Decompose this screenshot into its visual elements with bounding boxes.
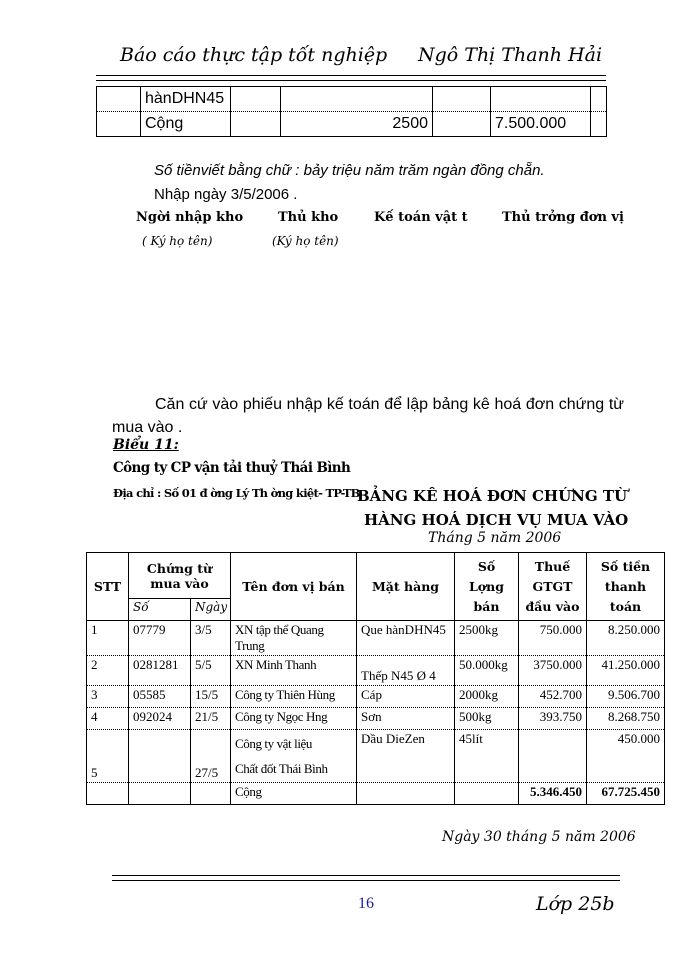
- cell: 2500: [281, 112, 433, 137]
- table-row: [87, 708, 665, 730]
- header-item: Mặt hàng: [357, 553, 455, 621]
- seller-line-1: Công ty vật liệu: [235, 736, 313, 751]
- cell-vat: 750.000: [519, 621, 587, 656]
- cell-seller: XN tập thể Quang Trung: [231, 621, 357, 656]
- cell-seller: [231, 730, 357, 783]
- cell-seller: XN Minh Thanh: [231, 656, 357, 686]
- cell: [357, 783, 455, 805]
- header-rule: [96, 75, 606, 76]
- cell: [281, 87, 433, 112]
- cell: [433, 112, 491, 137]
- total-amount: 67.725.450: [587, 783, 665, 805]
- header-qty: Số Lợng bán: [455, 553, 519, 621]
- cell-date: 3/5: [191, 621, 231, 656]
- report-title-1: BẢNG KÊ HOÁ ĐƠN CHỨNG TỪ: [357, 487, 628, 505]
- sig-accountant: Kế toán vật t: [374, 210, 468, 225]
- sig-hint-1: ( Ký họ tên): [142, 234, 213, 248]
- cell: 7.500.000: [491, 112, 591, 137]
- table-row: [97, 112, 607, 137]
- table-row: [87, 621, 665, 656]
- cell-no: 07779: [129, 621, 191, 656]
- header-voucher: Chứng từ mua vào: [129, 553, 231, 599]
- cell-vat: 3750.000: [519, 656, 587, 686]
- cell: [433, 87, 491, 112]
- cell-item: Cáp: [357, 686, 455, 708]
- cell-qty: 45lít: [455, 730, 519, 783]
- header-seller: Tên đơn vị bán: [231, 553, 357, 621]
- header-stt: STT: [87, 553, 129, 621]
- cell-date: 21/5: [191, 708, 231, 730]
- sig-storekeeper: Thủ kho: [278, 210, 339, 225]
- table-row: [97, 87, 607, 112]
- page-number: 16: [358, 895, 374, 912]
- cell-qty: 2500kg: [455, 621, 519, 656]
- purchase-invoice-table: [86, 552, 665, 805]
- cell: Cộng: [141, 112, 231, 137]
- cell-no: 092024: [129, 708, 191, 730]
- cell: [129, 783, 191, 805]
- sig-hint-2: (Ký họ tên): [272, 234, 339, 248]
- class-label: Lớp 25b: [536, 893, 615, 915]
- report-month: Tháng 5 năm 2006: [428, 530, 562, 546]
- sig-head: Thủ trởng đơn vị: [502, 210, 624, 225]
- cell: [87, 783, 129, 805]
- sig-importer: Ngời nhập kho: [136, 210, 244, 225]
- table-row-total: [87, 783, 665, 805]
- cell-stt: 5: [87, 730, 129, 783]
- cell: hànDHN45: [141, 87, 231, 112]
- cell-date: 15/5: [191, 686, 231, 708]
- form-label: Biểu 11:: [113, 437, 179, 453]
- header-left: Báo cáo thực tập tốt nghiệp: [120, 44, 388, 66]
- import-date: Nhập ngày 3/5/2006 .: [154, 186, 298, 203]
- cell-seller: Công ty Thiên Hùng: [231, 686, 357, 708]
- table-row: [87, 686, 665, 708]
- company-name: Công ty CP vận tải thuỷ Thái Bình: [113, 460, 351, 476]
- cell-no: 05585: [129, 686, 191, 708]
- cell-stt: 4: [87, 708, 129, 730]
- cell-amount: 8.268.750: [587, 708, 665, 730]
- closing-date: Ngày 30 tháng 5 năm 2006: [442, 829, 636, 845]
- footer-rule: [112, 875, 620, 876]
- seller-line-2: Chất đốt Thái Bình: [235, 761, 328, 776]
- cell-qty: 500kg: [455, 708, 519, 730]
- cell-stt: 2: [87, 656, 129, 686]
- table-row: [87, 656, 665, 686]
- cell-seller: Công ty Ngọc Hng: [231, 708, 357, 730]
- header-rule-thin: [96, 80, 606, 81]
- cell-vat: [519, 730, 587, 783]
- cell-amount: 9.506.700: [587, 686, 665, 708]
- cell: [591, 112, 607, 137]
- header-vat: Thuế GTGT đầu vào: [519, 553, 587, 621]
- cell: [491, 87, 591, 112]
- header-right: Ngô Thị Thanh Hải: [418, 44, 603, 66]
- report-title-2: HÀNG HOÁ DỊCH VỤ MUA VÀO: [364, 511, 629, 529]
- cell: [231, 87, 281, 112]
- cell-vat: 393.750: [519, 708, 587, 730]
- cell-stt: 1: [87, 621, 129, 656]
- cell-amount: 8.250.000: [587, 621, 665, 656]
- cell-date: 5/5: [191, 656, 231, 686]
- cell-amount: 450.000: [587, 730, 665, 783]
- header-amount: Số tiền thanh toán: [587, 553, 665, 621]
- cell-item: Dầu DieZen: [357, 730, 455, 783]
- amount-in-words: Số tiềnviết bằng chữ : bảy triệu năm trăm ngàn đồng chẵn.: [154, 162, 545, 179]
- cell: [97, 112, 141, 137]
- cell: [591, 87, 607, 112]
- cell-vat: 452.700: [519, 686, 587, 708]
- cell-item: Sơn: [357, 708, 455, 730]
- cell: [231, 112, 281, 137]
- total-vat: 5.346.450: [519, 783, 587, 805]
- header-voucher-no: Số: [129, 599, 191, 621]
- cell-amount: 41.250.000: [587, 656, 665, 686]
- cell-date: 27/5: [191, 730, 231, 783]
- cell: [191, 783, 231, 805]
- cell-qty: 2000kg: [455, 686, 519, 708]
- receipt-table: [96, 86, 607, 137]
- cell-item: Que hànDHN45: [357, 621, 455, 656]
- cell: [455, 783, 519, 805]
- header-voucher-date: Ngày: [191, 599, 231, 621]
- intro-paragraph: Căn cứ vào phiếu nhập kế toán để lập bảng kê hoá đơn chứng từ mua vào .: [112, 396, 624, 436]
- cell: [97, 87, 141, 112]
- cell-no: 0281281: [129, 656, 191, 686]
- cell-stt: 3: [87, 686, 129, 708]
- total-label: Cộng: [231, 783, 357, 805]
- cell-item: Thếp N45 Ø 4: [357, 656, 455, 686]
- company-address: Địa chỉ : Số 01 đ ờng Lý Th ờng kiệt- TP-TB: [113, 486, 360, 500]
- table-row: [87, 730, 665, 783]
- cell-no: [129, 730, 191, 783]
- footer-rule-thin: [112, 880, 620, 881]
- cell-qty: 50.000kg: [455, 656, 519, 686]
